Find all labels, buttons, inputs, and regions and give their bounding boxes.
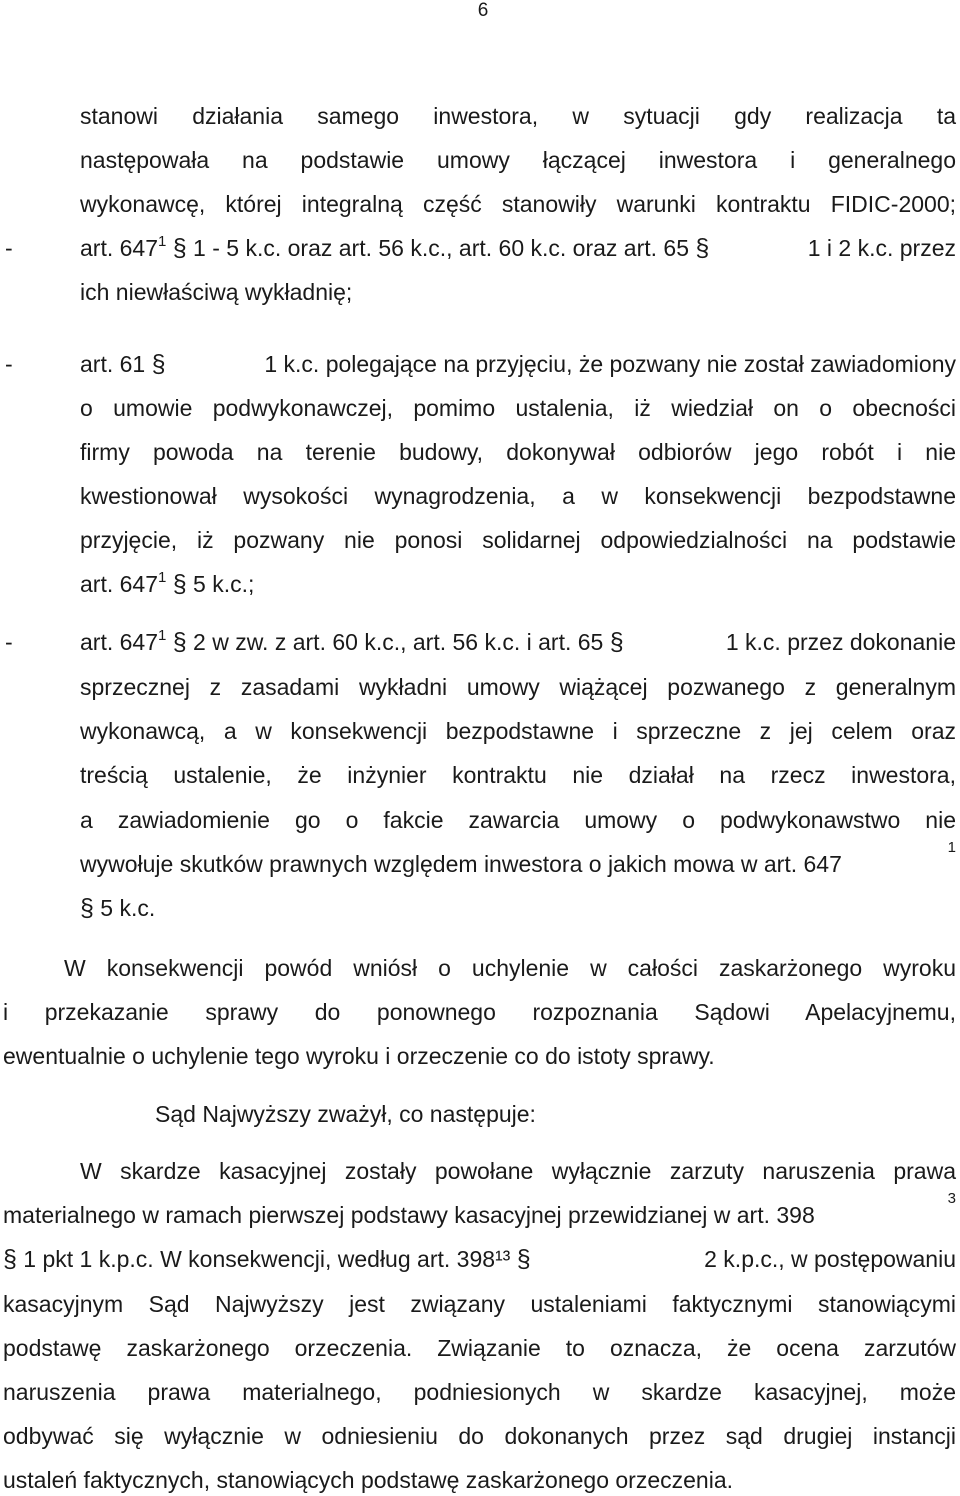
text-line: § 1 pkt 1 k.p.c. W konsekwencji, według art. 398¹³ § 2 k.p.c., w postępowaniu (3, 1245, 956, 1273)
text-line: przyjęcie, iż pozwany nie ponosi solidarnej odpowiedzialności na podstawie (80, 527, 956, 553)
text-line: ich niewłaściwą wykładnię; (80, 279, 353, 305)
list-item-line: art. $647^1$ § 1 - 5 k.c. oraz art. 56 k.c., art. 60 k.c. oraz art. 65 § 1 i 2 k.c. przez (80, 233, 956, 262)
text-line: kasacyjnym Sąd Najwyższy jest związany ustaleniami faktycznymi stanowiącymi (3, 1291, 956, 1317)
list-dash: - (5, 351, 13, 377)
text-line: i przekazanie sprawy do ponownego rozpoznania Sądowi Apelacyjnemu, (3, 999, 956, 1025)
text-line: podstawę zaskarżonego orzeczenia. Związanie to oznacza, że ocena zarzutów (3, 1335, 956, 1361)
text-line: o umowie podwykonawczej, pomimo ustalenia, iż wiedział on o obecności (80, 395, 956, 421)
text-line: ewentualnie o uchylenie tego wyroku i orzeczenie co do istoty sprawy. (3, 1043, 715, 1069)
text-line: materialnego w ramach pierwszej podstawy kasacyjnej przewidzianej w art. 398 $^3$ (3, 1190, 956, 1228)
paragraph-first-line: W skardze kasacyjnej zostały powołane wyłącznie zarzuty naruszenia prawa (80, 1158, 956, 1184)
paragraph-first-line: W konsekwencji powód wniósł o uchylenie w całości zaskarżonego wyroku (64, 955, 956, 981)
text-line: stanowi działania samego inwestora, w sytuacji gdy realizacja ta (80, 103, 956, 129)
text-line: wywołuje skutków prawnych względem inwestora o jakich mowa w art. 647 $^1$ (80, 839, 956, 877)
list-dash: - (5, 629, 13, 655)
page-number: 6 (477, 0, 489, 21)
list-item-line: art. 61 § 1 k.c. polegające na przyjęciu, że pozwany nie został zawiadomiony (80, 350, 956, 378)
section-heading: Sąd Najwyższy zważył, co następuje: (155, 1101, 536, 1127)
text-line: następowała na podstawie umowy łączącej inwestora i generalnego (80, 147, 956, 173)
text-line: treścią ustalenie, że inżynier kontraktu nie działał na rzecz inwestora, (80, 762, 956, 788)
text-line: ustaleń faktycznych, stanowiących podstawę zaskarżonego orzeczenia. (3, 1467, 734, 1493)
text-line: § 5 k.c. (80, 894, 156, 922)
text-line: sprzecznej z zasadami wykładni umowy wiążącej pozwanego z generalnym (80, 674, 956, 700)
text-line: firmy powoda na terenie budowy, dokonywał odbiorów jego robót i nie (80, 439, 956, 465)
text-line: wykonawcę, której integralną część stanowiły warunki kontraktu FIDIC-2000; (80, 191, 956, 217)
text-line: a zawiadomienie go o fakcie zawarcia umowy o podwykonawstwo nie (80, 807, 956, 833)
text-line: art. $647^1$ § 5 k.c.; (80, 569, 255, 598)
text-line: kwestionował wysokości wynagrodzenia, a w konsekwencji bezpodstawne (80, 483, 956, 509)
list-item-line: art. $647^1$ § 2 w zw. z art. 60 k.c., art. 56 k.c. i art. 65 § 1 k.c. przez dokonanie (80, 627, 956, 656)
text-line: odbywać się wyłącznie w odniesieniu do dokonanych przez sąd drugiej instancji (3, 1423, 956, 1449)
text-line: naruszenia prawa materialnego, podniesionych w skardze kasacyjnej, może (3, 1379, 956, 1405)
list-dash: - (5, 235, 13, 261)
text-line: wykonawcą, a w konsekwencji bezpodstawne i sprzeczne z jej celem oraz (80, 718, 956, 744)
